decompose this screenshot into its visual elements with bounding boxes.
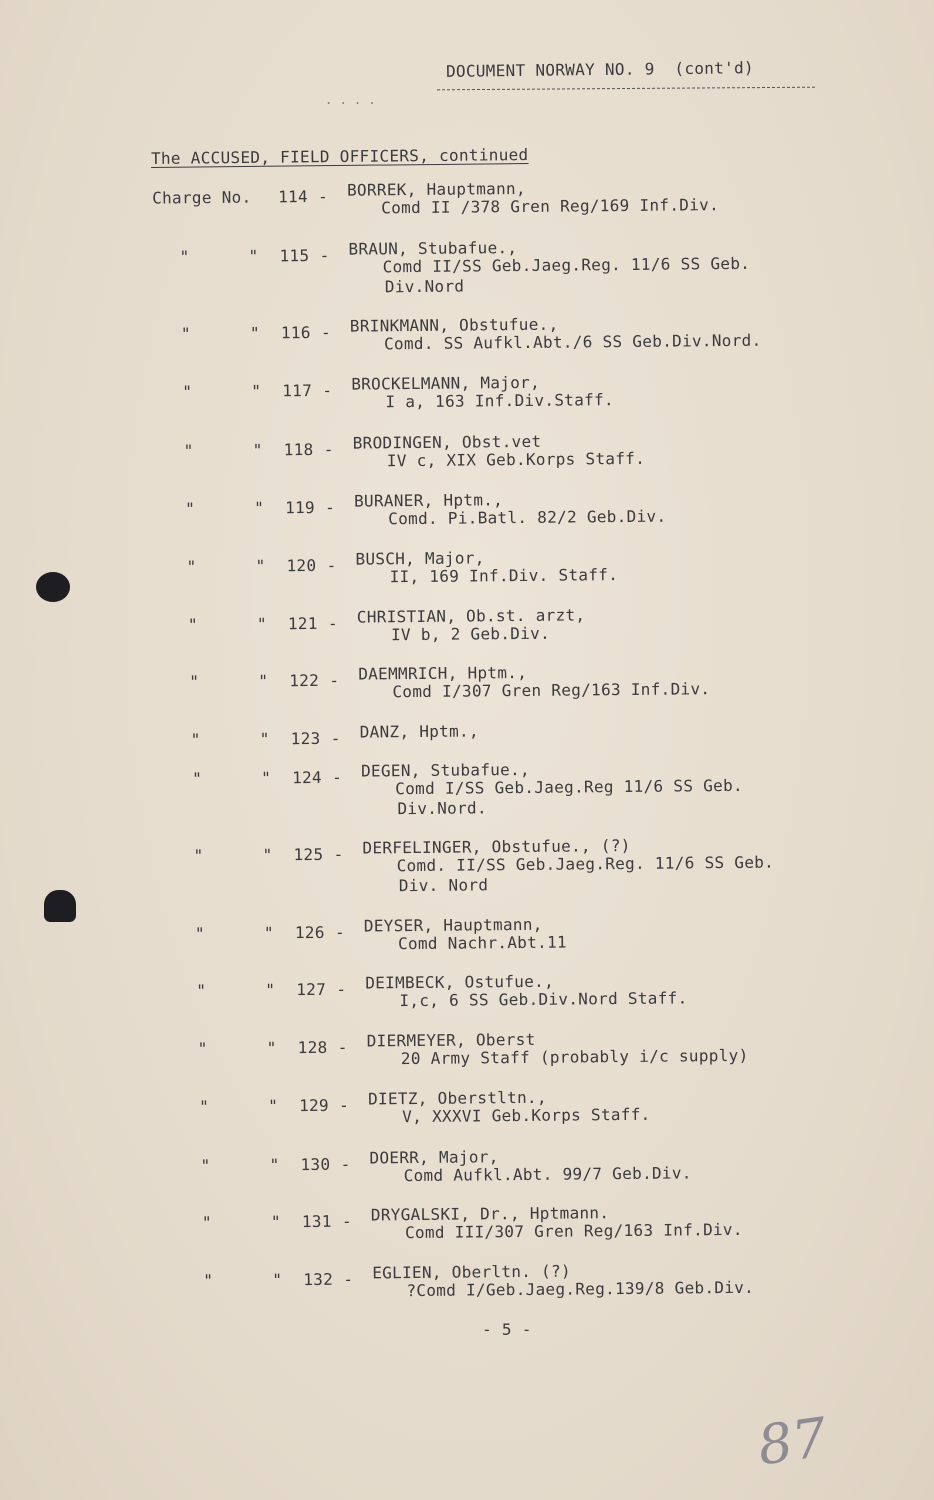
accused-unit: Comd I/307 Gren Reg/163 Inf.Div.	[392, 679, 711, 702]
accused-name: DANZ, Hptm.,	[359, 721, 479, 742]
section-title: The ACCUSED, FIELD OFFICERS, continued	[150, 145, 529, 168]
charge-entry	[0, 968, 934, 1011]
page-number: - 5 -	[482, 1320, 532, 1339]
accused-unit: Comd Nachr.Abt.11	[397, 932, 567, 954]
ditto-mark: "	[252, 440, 263, 460]
charge-number: 118	[283, 439, 314, 460]
accused-unit-cont: Div. Nord	[398, 875, 489, 896]
separator-dash: -	[320, 322, 331, 342]
accused-name: BUSCH, Major,	[355, 548, 485, 569]
charge-number: 127	[296, 979, 327, 1000]
accused-unit: V, XXXVI Geb.Korps Staff.	[402, 1104, 651, 1127]
stray-marks: . . . .	[325, 93, 376, 107]
accused-name: DAEMMRICH, Hptm.,	[358, 662, 528, 684]
ditto-mark: "	[259, 729, 270, 749]
charge-number: 116	[280, 323, 311, 343]
separator-dash: -	[329, 670, 340, 690]
ditto-mark: "	[189, 672, 200, 692]
ditto-mark: "	[192, 769, 203, 789]
accused-name: BRINKMANN, Obstufue.,	[349, 314, 559, 336]
ditto-mark: "	[258, 671, 269, 691]
accused-name: CHRISTIAN, Ob.st. arzt,	[356, 605, 586, 627]
charge-entry	[0, 234, 934, 297]
document-header: DOCUMENT NORWAY NO. 9 (cont'd)	[445, 58, 755, 81]
charge-number: 117	[282, 381, 313, 401]
ditto-mark: "	[262, 845, 273, 865]
accused-unit: Comd II/SS Geb.Jaeg.Reg. 11/6 SS Geb.	[382, 253, 751, 277]
charge-entry	[0, 1258, 934, 1301]
accused-name: BURANER, Hptm.,	[353, 490, 504, 511]
ditto-mark: "	[265, 980, 276, 1000]
accused-name: DEYSER, Hauptmann,	[363, 914, 543, 936]
accused-name: BRODINGEN, Obst.vet	[352, 431, 542, 453]
charge-number: 130	[300, 1154, 331, 1175]
ditto-mark: "	[256, 614, 267, 634]
separator-dash: -	[334, 922, 345, 942]
ditto-mark: "	[194, 924, 205, 944]
accused-name: DERFELINGER, Obstufue., (?)	[362, 835, 631, 858]
ditto-mark: "	[248, 246, 259, 266]
accused-name: BROCKELMANN, Major,	[351, 372, 541, 394]
ditto-mark: "	[255, 556, 266, 576]
ditto-mark: "	[183, 441, 194, 461]
charge-entry	[0, 311, 934, 354]
header-underline	[437, 87, 815, 91]
charge-number: 126	[294, 922, 325, 943]
charge-number: 132	[303, 1269, 334, 1290]
separator-dash: -	[343, 1269, 354, 1289]
ditto-mark: "	[197, 1039, 208, 1059]
charge-entry	[0, 1143, 934, 1186]
charge-entry	[0, 486, 934, 529]
ditto-mark: "	[269, 1155, 280, 1175]
charge-number: 129	[299, 1095, 330, 1116]
ditto-mark: "	[186, 557, 197, 577]
accused-unit: Comd. Pi.Batl. 82/2 Geb.Div.	[388, 506, 667, 529]
ditto-mark: "	[187, 615, 198, 635]
ditto-mark: "	[196, 981, 207, 1001]
separator-dash: -	[318, 186, 329, 206]
charge-entry	[0, 911, 934, 954]
handwritten-page-number: 87	[753, 1405, 831, 1478]
charge-entry	[0, 544, 934, 587]
ditto-mark: "	[261, 768, 272, 788]
separator-dash: -	[333, 844, 344, 864]
accused-name: BORREK, Hauptmann,	[346, 178, 526, 200]
charge-entry	[0, 428, 934, 471]
ditto-mark: "	[190, 730, 201, 750]
ditto-mark: "	[203, 1270, 214, 1291]
separator-dash: -	[330, 728, 341, 748]
separator-dash: -	[336, 979, 347, 999]
ditto-mark: "	[201, 1212, 212, 1233]
charge-entry	[0, 175, 934, 218]
charge-number: 115	[279, 246, 310, 266]
charge-entry	[0, 369, 934, 412]
accused-name: EGLIEN, Oberltn. (?)	[372, 1261, 571, 1283]
accused-name: DIERMEYER, Oberst	[366, 1029, 536, 1051]
ditto-mark: "	[199, 1096, 210, 1117]
ditto-mark: "	[268, 1096, 279, 1116]
ditto-mark: "	[270, 1212, 281, 1232]
separator-dash: -	[323, 439, 334, 459]
separator-dash: -	[327, 613, 338, 633]
accused-unit: Comd II /378 Gren Reg/169 Inf.Div.	[381, 195, 720, 218]
separator-dash: -	[325, 497, 336, 517]
accused-unit: IV c, XIX Geb.Korps Staff.	[386, 448, 646, 471]
charge-entry	[0, 756, 934, 819]
charge-prefix: Charge No.	[152, 187, 252, 208]
ditto-mark: "	[182, 382, 193, 402]
accused-unit: ?Comd I/Geb.Jaeg.Reg.139/8 Geb.Div.	[406, 1277, 755, 1301]
charge-entry	[0, 1026, 934, 1069]
charge-number: 123	[290, 728, 321, 749]
separator-dash: -	[319, 245, 330, 265]
ditto-mark: "	[193, 846, 204, 866]
charge-entry	[0, 602, 934, 645]
accused-unit: II, 169 Inf.Div. Staff.	[389, 565, 619, 587]
accused-name: DOERR, Major,	[369, 1147, 499, 1168]
charge-number: 119	[285, 497, 316, 518]
accused-name: BRAUN, Stubafue.,	[348, 238, 518, 259]
charge-number: 125	[293, 844, 324, 865]
separator-dash: -	[332, 767, 343, 787]
charge-number: 128	[297, 1037, 328, 1058]
ditto-mark: "	[266, 1038, 277, 1058]
separator-dash: -	[339, 1095, 350, 1115]
ditto-mark: "	[249, 323, 260, 343]
accused-unit: I,c, 6 SS Geb.Div.Nord Staff.	[399, 988, 688, 1011]
accused-unit: Comd Aufkl.Abt. 99/7 Geb.Div.	[403, 1163, 692, 1186]
accused-unit-cont: Div.Nord.	[397, 798, 487, 819]
charge-entry	[0, 717, 934, 750]
ditto-mark: "	[263, 923, 274, 943]
ditto-mark: "	[272, 1270, 283, 1290]
separator-dash: -	[340, 1154, 351, 1174]
ditto-mark: "	[179, 247, 190, 267]
ditto-mark: "	[185, 499, 196, 519]
separator-dash: -	[322, 380, 333, 400]
accused-name: DRYGALSKI, Dr., Hptmann.	[370, 1203, 610, 1225]
charge-number: 120	[286, 555, 317, 576]
accused-unit: 20 Army Staff (probably i/c supply)	[400, 1045, 749, 1069]
accused-unit: Comd I/SS Geb.Jaeg.Reg 11/6 SS Geb.	[395, 775, 743, 799]
accused-name: DIETZ, Oberstltn.,	[367, 1087, 547, 1109]
ditto-mark: "	[254, 498, 265, 518]
ditto-mark: "	[180, 324, 191, 344]
charge-number: 121	[287, 613, 318, 634]
charge-number: 122	[289, 670, 320, 691]
ditto-mark: "	[251, 381, 262, 401]
accused-unit: Comd. II/SS Geb.Jaeg.Reg. 11/6 SS Geb.	[396, 852, 775, 876]
accused-name: DEIMBECK, Ostufue.,	[365, 971, 555, 993]
separator-dash: -	[337, 1037, 348, 1057]
accused-unit: I a, 163 Inf.Div.Staff.	[385, 390, 614, 412]
accused-unit: Comd III/307 Gren Reg/163 Inf.Div.	[404, 1219, 743, 1243]
separator-dash: -	[341, 1211, 352, 1231]
accused-unit: Comd. SS Aufkl.Abt./6 SS Geb.Div.Nord.	[383, 330, 762, 354]
punch-hole-bottom	[44, 890, 76, 922]
accused-unit-cont: Div.Nord	[384, 276, 465, 297]
charge-entry	[0, 1200, 934, 1243]
accused-unit: IV b, 2 Geb.Div.	[390, 623, 551, 645]
charge-entry	[0, 833, 934, 896]
separator-dash: -	[326, 555, 337, 575]
charge-number: 114	[278, 187, 309, 207]
ditto-mark: "	[200, 1155, 211, 1176]
charge-number: 131	[301, 1211, 332, 1232]
charge-entry	[0, 1084, 934, 1127]
accused-name: DEGEN, Stubafue.,	[360, 759, 531, 781]
punch-hole-top	[36, 572, 70, 602]
charge-entry	[0, 659, 934, 702]
charge-number: 124	[292, 767, 323, 788]
